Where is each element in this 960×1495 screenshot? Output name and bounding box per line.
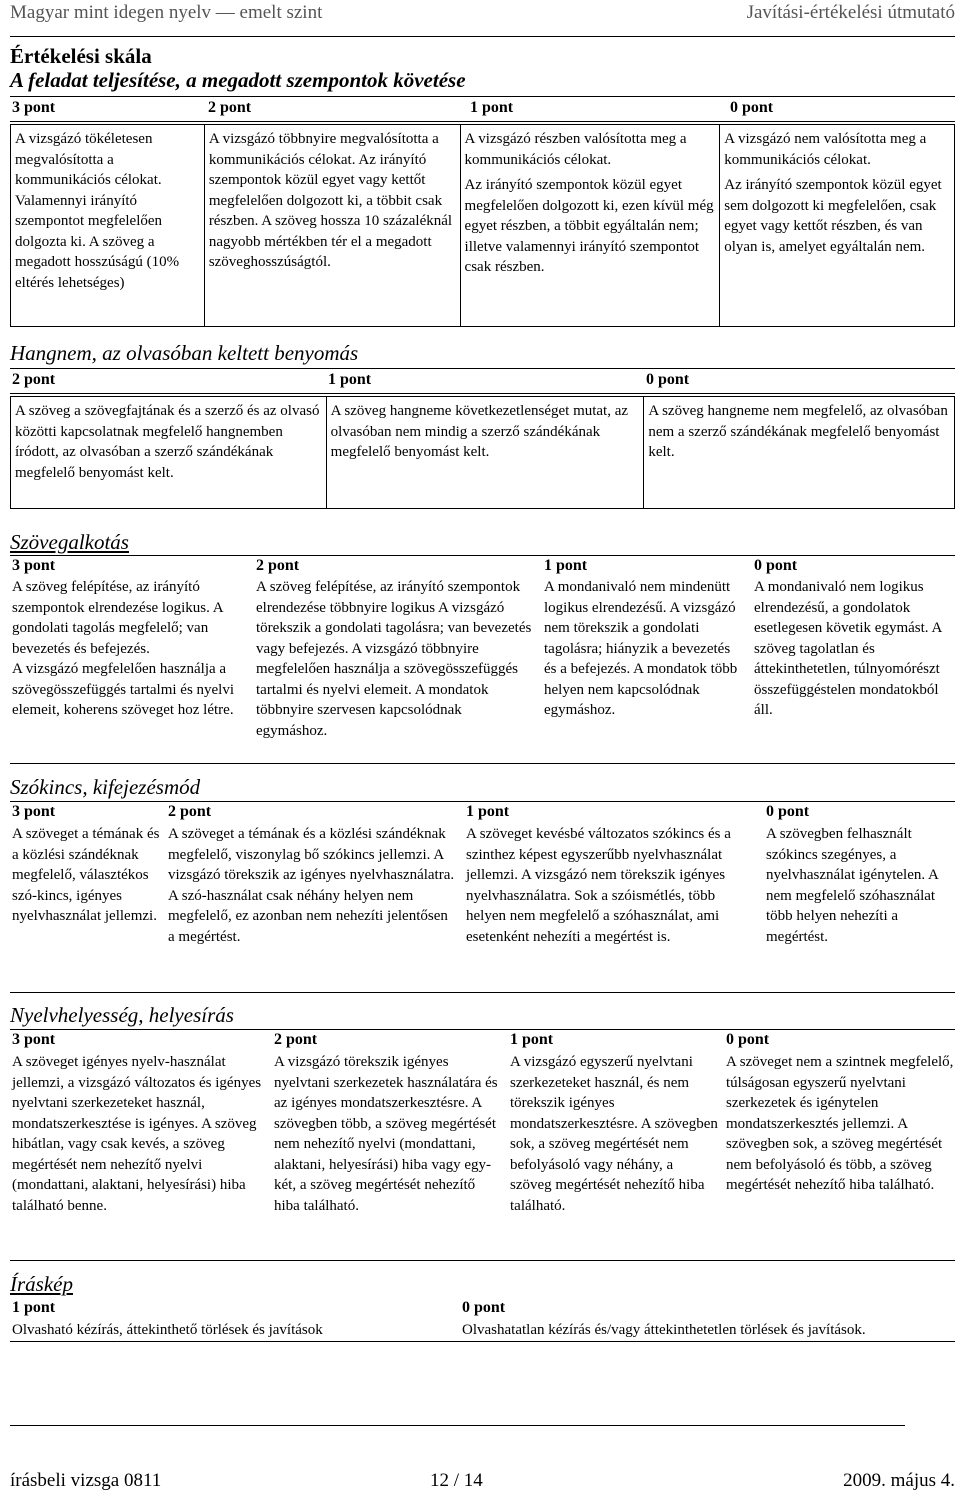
composition-col-1: 1 pont [544,557,588,574]
cell-text: A vizsgázó megfelelően használja a szövegösszefüggés tartalmi és nyelvi elemeit, koherens szöveget hoz létre. [12,661,235,718]
grammar-cell-0 [726,1052,954,1196]
composition-col-3: 3 pont [12,557,56,574]
task-cell-0 [720,125,955,327]
task-header-row [10,96,955,122]
task-table [10,124,955,327]
cell-text: A szöveg a szövegfajtának és a szerző és az olvasó közötti kapcsolatnak megfelelő hangnemben íródott, az olvasóban a szerző szándékának megfelelő benyomást kelt. [15,403,320,481]
composition-cell-3 [12,577,246,721]
grammar-cell-1 [510,1052,718,1216]
cell-text: A vizsgázó tökéletesen megvalósította a kommunikációs célokat. Valamennyi irányító szempontot megfelelően dolgozta ki. A szöveg a megadott hosszúságú (10% eltérés lehetséges) [15,131,180,291]
grammar-section-title: Nyelvhelyesség, helyesírás [10,1003,234,1027]
cell-text: Olvasható kézírás, áttekinthető törlések és javítások [12,1322,323,1338]
running-header [10,2,955,32]
handwriting-header-row [10,1299,955,1320]
cell-text: A szöveg hangneme következetlenséget mutat, az olvasóban nem mindig a szerző szándékának megfelelő benyomást kelt. [330,403,629,460]
vocab-col-3: 3 pont [12,803,56,820]
table-row [11,125,955,327]
cell-text: A szöveget a témának és a közlési szándéknak megfelelő, viszonylag bő szókincs jellemzi. A vizsgázó törekszik az igényes nyelvhasználatra. A szó-használat csak néhány helyen nem megfelelő, ez azonban nem nehezíti jelentősen a megértést. [168,826,455,945]
task-col-2: 2 pont [208,99,252,116]
vocab-bottom-rule [10,992,955,993]
cell-text: A szöveget kevésbé változatos szókincs és a szinthez képest egyszerűbb nyelvhasználat jellemzi. A vizsgázó nem törekszik igényes nyelvhasználatra. Sok a szóismétlés, több helyen nem megfelelő a szóhasználat, ami esetenként nehezíti a megértést is. [466,826,731,945]
grammar-col-3: 3 pont [12,1031,56,1048]
task-section-title: A feladat teljesítése, a megadott szempontok követése [10,68,466,92]
task-cell-2 [204,125,460,327]
grammar-col-0: 0 pont [726,1031,770,1048]
handwriting-cell-0 [462,1320,955,1341]
cell-text: Olvashatatlan kézírás és/vagy áttekinthetetlen törlések és javítások. [462,1322,866,1338]
vocab-cell-0 [766,824,954,947]
cell-text: A vizsgázó részben valósította meg a kommunikációs célokat. [464,131,687,168]
table-row [11,397,955,509]
grammar-col-1: 1 pont [510,1031,554,1048]
handwriting-col-0: 0 pont [462,1299,506,1316]
vocab-col-0: 0 pont [766,803,810,820]
footer-rule [10,1425,905,1426]
task-col-1: 1 pont [470,99,514,116]
cell-text: A szöveg hangneme nem megfelelő, az olvasóban nem a szerző szándékának megfelelő benyomást kelt. [648,403,948,460]
page-title: Értékelési skála [10,44,152,68]
cell-text: A szöveg felépítése, az irányító szempontok elrendezése logikus. A gondolati tagolás megfelelő; van bevezetés és befejezés. [12,579,223,657]
cell-text: A szöveget igényes nyelv-használat jellemzi, a vizsgázó változatos és igényes nyelvtani szerkezeteket használ, mondatszerkesztése is igényes. A szöveg hibátlan, vagy csak kevés, a szöveg megértését nem nehezítő nyelvi (mondattani, alaktani, helyesírási) hiba található benne. [12,1054,262,1214]
vocab-cell-2 [168,824,456,947]
handwriting-section-title: Íráskép [10,1272,73,1296]
grammar-bottom-rule [10,1260,955,1261]
footer-exam-code: írásbeli vizsga 0811 [10,1470,162,1491]
composition-cell-2 [256,577,532,741]
vocab-col-2: 2 pont [168,803,212,820]
tone-cell-2 [11,397,327,509]
vocab-col-1: 1 pont [466,803,510,820]
vocab-cell-3 [12,824,160,927]
tone-col-0: 0 pont [646,371,690,388]
vocab-header-row [10,802,955,824]
grammar-header-row [10,1030,955,1052]
cell-text: Az irányító szempontok közül egyet sem dolgozott ki megfelelően, csak egyet vagy kettőt részben, és van olyan is, amelyet egyáltalán nem. [724,177,942,255]
task-cell-1 [460,125,720,327]
cell-text: A mondanivaló nem logikus elrendezésű, a gondolatok esetlegesen követik egymást. A szöveg tagolatlan és áttekinthetetlen, túlnyomórészt összefüggéstelen mondatokból áll. [754,579,942,718]
cell-text: A vizsgázó egyszerű nyelvtani szerkezeteket használ, és nem törekszik igényes mondatszerkesztésre. A szövegben sok, a szöveg megértését nem befolyásoló vagy néhány, a szöveg megértését nehezítő hiba található. [510,1054,718,1214]
handwriting-col-1: 1 pont [12,1299,56,1316]
tone-section-title: Hangnem, az olvasóban keltett benyomás [10,341,359,365]
tone-col-1: 1 pont [328,371,372,388]
header-exam-name: Magyar mint idegen nyelv — emelt szint [10,2,323,23]
grammar-cell-2 [274,1052,502,1216]
document-page [10,0,955,1495]
cell-text: A szöveg felépítése, az irányító szempontok elrendezése többnyire logikus A vizsgázó törekszik a gondolati tagolásra; van bevezetés vagy befejezés. A vizsgázó többnyire megfelelően használja a szövegösszefüggés tartalmi és nyelvi elemeit. A mondatok többnyire szervesen kapcsolódnak egymáshoz. [256,579,532,739]
cell-text: A szöveget a témának és a közlési szándéknak megfelelő, választékos szó-kincs, igényes nyelvhasználat jellemzi. [12,826,160,924]
composition-cell-0 [754,577,954,721]
grammar-col-2: 2 pont [274,1031,318,1048]
vocab-cell-1 [466,824,758,947]
header-guide-name: Javítási-értékelési útmutató [746,2,955,23]
handwriting-cell-1 [12,1320,452,1341]
vocab-section-title: Szókincs, kifejezésmód [10,775,201,799]
handwriting-bottom-rule [10,1341,955,1342]
grammar-cell-3 [12,1052,264,1216]
composition-section-title: Szövegalkotás [10,530,129,554]
task-cell-3 [11,125,205,327]
cell-text: A vizsgázó többnyire megvalósította a kommunikációs célokat. Az irányító szempontok közül egyet vagy kettőt megfelelően dolgozott ki, a többit csak részben. A szöveg hossza 10 százaléknál nagyobb mértékben tér el a megadott szöveghosszúságtól. [208,131,453,270]
cell-text: A szöveget nem a szintnek megfelelő, túlságosan egyszerű nyelvtani szerkezetek és igénytelen mondatszerkesztés jellemzi. A szövegben sok, a szöveg megértését nem befolyásoló és több, a szöveg megértését nehezítő hiba található. [726,1054,954,1193]
header-rule [10,36,955,37]
cell-text: A szövegben felhasznált szókincs szegényes, a nyelvhasználat igénytelen. A nem megfelelő szóhasználat több helyen nehezíti a megértést. [766,826,939,945]
task-col-0: 0 pont [730,99,774,116]
cell-text: A mondanivaló nem mindenütt logikus elrendezésű. A vizsgázó nem törekszik a gondolati tagolásra; hiányzik a bevezetés és a befejezés. A mondatok több helyen nem kapcsolódnak egymáshoz. [544,579,738,718]
composition-col-0: 0 pont [754,557,798,574]
tone-header-row [10,368,955,394]
task-col-3: 3 pont [12,99,56,116]
composition-bottom-rule [10,763,955,764]
composition-col-2: 2 pont [256,557,300,574]
cell-text: Az irányító szempontok közül egyet megfelelően dolgozott ki, ezen kívül még egyet részben, a többit egyáltalán nem; illetve valamennyi irányító szempontot csak részben. [464,177,714,275]
tone-cell-0 [644,397,955,509]
footer-page-number: 12 / 14 [430,1470,483,1491]
composition-cell-1 [544,577,744,721]
cell-text: A vizsgázó törekszik igényes nyelvtani szerkezetek használatára és az igényes mondatszerkesztésre. A szövegben több, a szöveg megértését nem nehezítő nyelvi (mondattani, alaktani, helyesírási) hiba vagy egy-két, a szöveg megértését nehezítő hiba található. [274,1054,498,1214]
tone-cell-1 [326,397,644,509]
tone-col-2: 2 pont [12,371,56,388]
tone-table [10,396,955,509]
cell-text: A vizsgázó nem valósította meg a kommunikációs célokat. [724,131,927,168]
composition-header-row [10,556,955,578]
footer-date: 2009. május 4. [843,1470,955,1491]
